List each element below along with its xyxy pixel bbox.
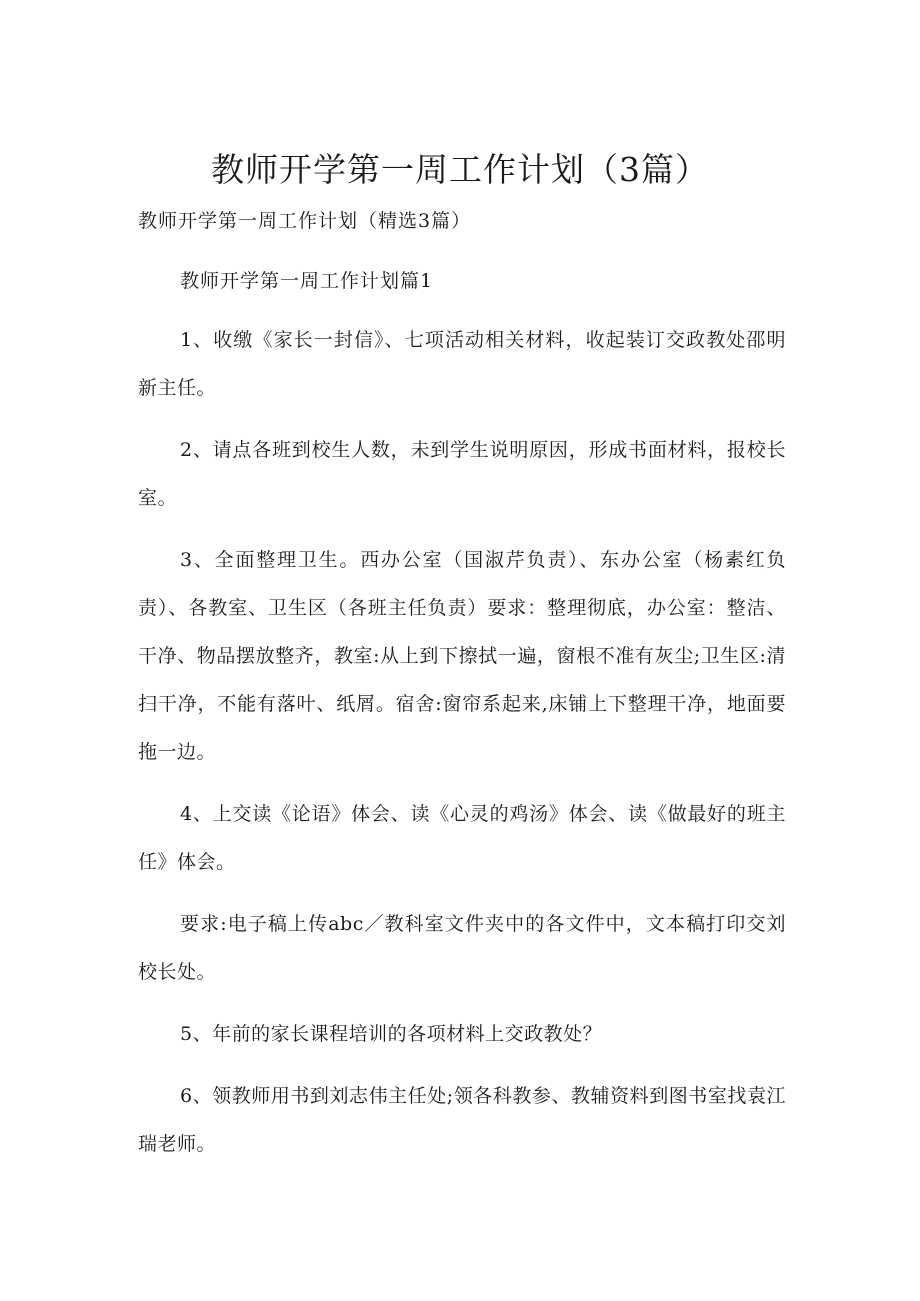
paragraph-item-3: 3、全面整理卫生。西办公室（国淑芹负责）、东办公室（杨素红负责）、各教室、卫生区（各班主任负责）要求：整理彻底，办公室：整洁、干净、物品摆放整齐，教室:从上到下擦拭一遍，窗根不准有灰尘;卫生区:清扫干净，不能有落叶、纸屑。宿舍:窗帘系起来,床铺上下整理干净，地面要拖一边。 [138, 549, 786, 763]
paragraph-item-6: 6、领教师用书到刘志伟主任处;领各科教参、教辅资料到图书室找袁江瑞老师。 [138, 1085, 786, 1155]
paragraph-item-1: 1、收缴《家长一封信》、七项活动相关材料，收起装订交政教处邵明新主任。 [138, 329, 786, 399]
document-subtitle: 教师开学第一周工作计划（精选3篇） [138, 210, 472, 232]
paragraph-requirement: 要求:电子稿上传abc／教科室文件夹中的各文件中，文本稿打印交刘校长处。 [138, 913, 786, 983]
section-heading: 教师开学第一周工作计划篇1 [180, 270, 434, 292]
paragraph-item-5: 5、年前的家长课程培训的各项材料上交政教处？ [180, 1023, 603, 1045]
paragraph-item-4: 4、上交读《论语》体会、读《心灵的鸡汤》体会、读《做最好的班主任》体会。 [138, 803, 786, 873]
document-title: 教师开学第一周工作计划（3篇） [211, 150, 709, 189]
paragraph-item-2: 2、请点各班到校生人数，未到学生说明原因，形成书面材料，报校长室。 [138, 439, 786, 509]
